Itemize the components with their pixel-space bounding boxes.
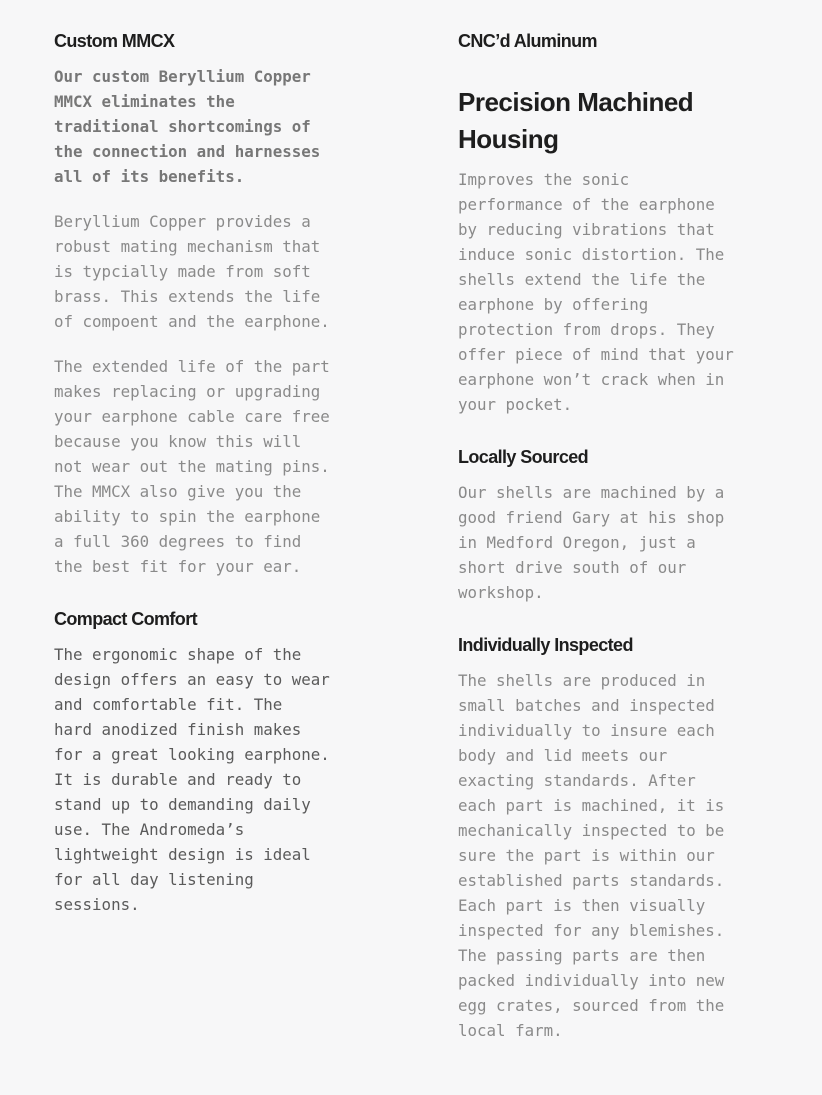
compact-comfort-heading: Compact Comfort: [54, 609, 197, 629]
custom-mmcx-intro: Our custom Beryllium Copper MMCX eliminates the traditional shortcomings of the connection and harnesses all of its benefits.: [54, 67, 321, 186]
cnc-paragraph: Improves the sonic performance of the earphone by reducing vibrations that induce sonic distortion. The shells extend the life the earphone by offering protection from drops. They offer piece of mind that your earphone won’t crack when in your pocket.: [458, 170, 734, 414]
custom-mmcx-paragraph-2: The extended life of the part makes replacing or upgrading your earphone cable care free because you know this will not wear out the mating pins. The MMCX also give you the ability to spin the earphone a full 360 degrees to find the best fit for your ear.: [54, 357, 330, 576]
individually-inspected-heading: Individually Inspected: [458, 635, 633, 655]
custom-mmcx-paragraph-1: Beryllium Copper provides a robust mating mechanism that is typcially made from soft brass. This extends the life of compoent and the earphone.: [54, 212, 330, 331]
individually-inspected-paragraph: The shells are produced in small batches and inspected individually to insure each body and lid meets our exacting standards. After each part is machined, it is mechanically inspected to be sure the part is within our established parts standards. Each part is then visually inspected for any blemishes. The passing parts are then packed individually into new egg crates, sourced from the local farm.: [458, 671, 725, 1040]
locally-sourced-paragraph: Our shells are machined by a good friend Gary at his shop in Medford Oregon, just a short drive south of our workshop.: [458, 483, 725, 602]
cnc-aluminum-eyebrow: CNC’d Aluminum: [458, 31, 597, 51]
locally-sourced-heading: Locally Sourced: [458, 447, 589, 467]
compact-comfort-paragraph: The ergonomic shape of the design offers an easy to wear and comfortable fit. The hard anodized finish makes for a great looking earphone. It is durable and ready to stand up to demanding daily use. The Andromeda’s lightweight design is ideal for all day listening sessions.: [54, 645, 330, 914]
custom-mmcx-heading: Custom MMCX: [54, 31, 175, 51]
precision-machined-title: Precision Machined Housing: [458, 87, 694, 154]
